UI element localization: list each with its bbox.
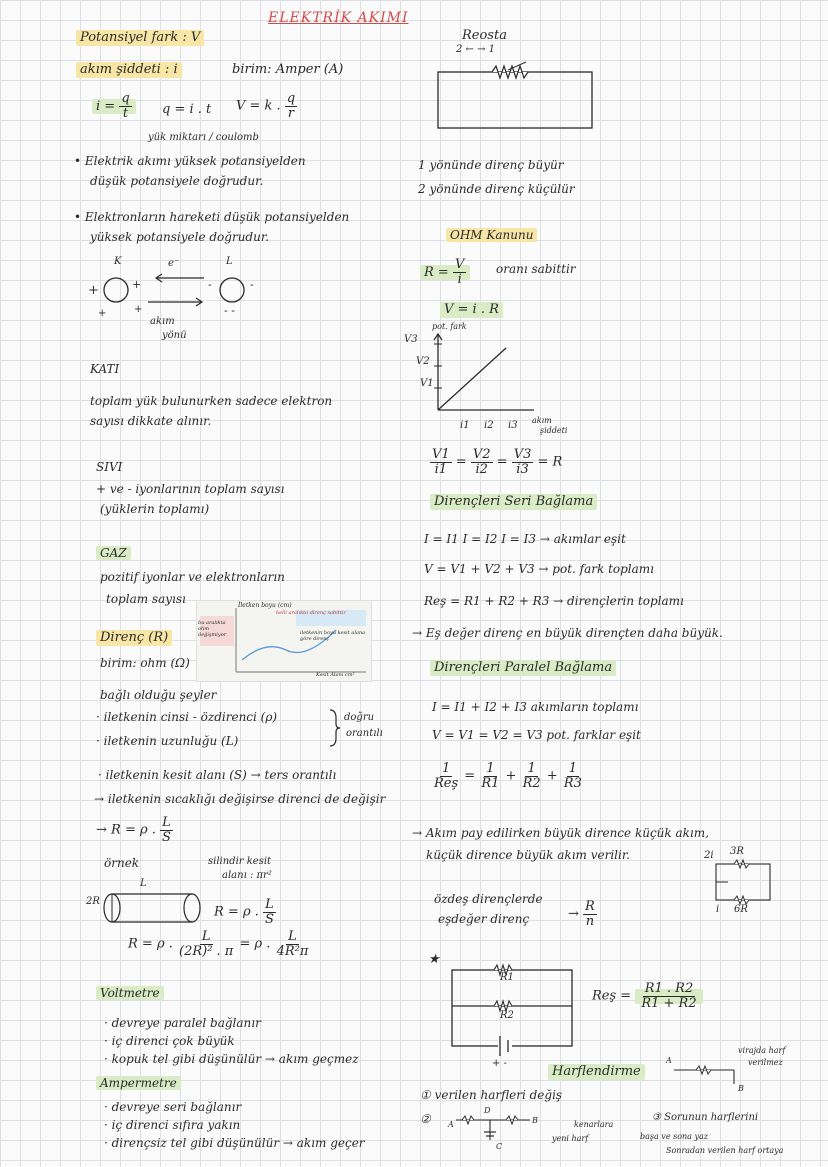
volt-3: · kopuk tel gibi düşünülür → akım geçmez: [104, 1052, 359, 1066]
paralel-formula: $\frac{1}{\text{Reş}}$ = $\frac{1}{R1}$ + $\frac{1}{R2}$ + $\frac{1}{R3}$: [434, 761, 582, 791]
formula-q-it: q = i . t: [162, 102, 212, 117]
harf-1: ① verilen harfleri değiş: [420, 1088, 563, 1102]
pot-fark-line: Potansiyel fark : V: [76, 30, 204, 46]
mini-6r: 6R: [734, 904, 748, 915]
ratio-formula: $\frac{V1}{i1}$ = $\frac{V2}{i2}$ = $\frac{V3}{i3}$ = R: [432, 447, 563, 477]
ohm-formula: R = $\frac{V}{i}$: [420, 258, 470, 286]
harf-2-a: A: [448, 1120, 454, 1129]
amp-1: · devreye seri bağlanır: [104, 1100, 242, 1114]
harf-3-3: Sonradan verilen harf ortaya: [666, 1146, 784, 1155]
graph-xlabel-2: şiddeti: [540, 426, 568, 435]
harf-2-note-1: kenarlara: [574, 1120, 614, 1129]
cylinder-icon: [100, 890, 210, 926]
graph-i3-label: i3: [508, 420, 518, 431]
charge-diagram: [84, 266, 274, 326]
inset-note-2: belli aralıkta direnç sabittir: [276, 610, 346, 616]
seri-1: I = I1 I = I2 I = I3 → akımlar eşit: [424, 532, 626, 546]
seri-4: → Eş değer direnç en büyük dirençten daha büyük.: [412, 626, 723, 640]
graph-v2-label: V2: [416, 356, 430, 367]
paralel-1: I = I1 + I2 + I3 akımların toplamı: [432, 700, 639, 714]
svg-text:+: +: [132, 278, 142, 291]
graph-v1-label: V1: [420, 378, 434, 389]
ornek-formula-2: R = ρ . $\frac{L}{\text{(2R)² . π}}$ = ρ . $\frac{L}{\text{4R²π}}$: [128, 929, 309, 959]
seri-2: V = V1 + V2 + V3 → pot. fark toplamı: [424, 562, 655, 576]
svg-text:+: +: [88, 283, 99, 298]
volt-2: · iç direnci çok büyük: [104, 1034, 235, 1048]
inset-note-3: iletkenin boyu kesit alana göre direnç: [300, 630, 366, 642]
harf-2-marker: ②: [420, 1112, 431, 1126]
l-label: L: [226, 256, 233, 267]
reosta-direction: 2 ← → 1: [456, 44, 496, 55]
kati-line-2: sayısı dikkate alınır.: [90, 414, 212, 428]
seri-3: Reş = R1 + R2 + R3 → dirençlerin toplamı: [424, 594, 684, 608]
amp-3: · dirençsiz tel gibi düşünülür → akım geçer: [104, 1136, 365, 1150]
bagli-title: bağlı olduğu şeyler: [100, 688, 217, 702]
harf-3-2: başa ve sona yaz: [640, 1132, 708, 1141]
amp-2: · iç direnci sıfıra yakın: [104, 1118, 241, 1132]
graph-v3-label: V3: [404, 334, 418, 345]
bagli-2: · iletkenin uzunluğu (L): [96, 734, 239, 748]
inset-top-label: İletken boyu (cm): [238, 602, 292, 609]
ohm-title: OHM Kanunu: [446, 228, 537, 242]
par-r1-label: R1: [500, 972, 514, 983]
akim-yonu-label-1: akım: [150, 316, 175, 327]
harf-2-c: C: [496, 1142, 503, 1151]
paralel-title: Dirençleri Paralel Bağlama: [430, 660, 616, 676]
bullet-akim-yonu-1: • Elektrik akımı yüksek potansiyelden: [74, 154, 306, 168]
graph-i1-label: i1: [460, 420, 470, 431]
ohm-note: oranı sabittir: [496, 262, 576, 276]
svg-text:+: +: [98, 308, 107, 319]
reş-product-formula: Reş = $\frac{R1 . R2}{R1 + R2}$: [592, 982, 703, 1010]
harf-title: Harflendirme: [548, 1064, 645, 1080]
ornek-label: örnek: [104, 856, 140, 870]
yuk-note: yük miktarı / coulomb: [148, 132, 259, 143]
svg-text:+: +: [134, 304, 143, 315]
mini-3r: 3R: [730, 846, 744, 857]
direnc-birim: birim: ohm (Ω): [100, 656, 190, 670]
sivi-line-1: + ve - iyonlarının toplam sayısı: [96, 482, 285, 496]
brace-icon: [328, 708, 342, 748]
akim-siddeti-line: akım şiddeti : i: [76, 62, 182, 78]
akim-pay-2: küçük dirence büyük akım verilir.: [426, 848, 631, 862]
graph-ylabel: pot. fark: [432, 322, 467, 331]
rheostat-resistor: [492, 66, 528, 78]
harf-3-1: ③ Sorunun harflerini: [652, 1112, 759, 1123]
orantili-label: orantılı: [346, 728, 383, 739]
bullet-elektron-1: • Elektronların hareketi düşük potansiyelden: [74, 210, 350, 224]
graph-i2-label: i2: [484, 420, 494, 431]
battery-sign: + -: [492, 1058, 507, 1069]
bullet-elektron-2: yüksek potansiyele doğrudur.: [90, 230, 270, 244]
ohm-v-ir: V = i . R: [440, 302, 503, 318]
par-r2-label: R2: [500, 1010, 514, 1021]
cyl-l-label: L: [140, 878, 147, 889]
voltmetre-title: Voltmetre: [96, 986, 164, 1000]
silindir-1: silindir kesit: [208, 856, 272, 867]
k-label: K: [114, 256, 122, 267]
gaz-line-1: pozitif iyonlar ve elektronların: [100, 570, 285, 584]
sphere-l: [220, 278, 244, 302]
kati-title: KATI: [90, 362, 120, 376]
svg-text:- -: - -: [224, 304, 235, 317]
ampermetre-title: Ampermetre: [96, 1076, 181, 1090]
gaz-line-2: toplam sayısı: [106, 592, 186, 606]
sivi-line-2: (yüklerin toplamı): [100, 502, 210, 516]
harf-b-label: B: [738, 1084, 744, 1093]
inset-note-1: bu aralıkta ohm değişmiyor: [198, 620, 227, 638]
lettering-circuit: [454, 1112, 534, 1144]
kati-line-1: toplam yük bulunurken sadece elektron: [90, 394, 333, 408]
dogru-label: doğru: [344, 712, 375, 723]
page-title: ELEKTRİK AKIMI: [268, 10, 409, 26]
ornek-formula-1: R = ρ . $\frac{L}{S}$: [214, 897, 274, 927]
vi-graph: [430, 330, 540, 420]
reosta-circuit: [436, 60, 596, 132]
cyl-2r-label: 2R: [86, 896, 100, 907]
ozdes-formula: → $\frac{R}{n}$: [568, 899, 595, 929]
reosta-2: 2 yönünde direnç küçülür: [418, 182, 575, 196]
star-icon: ★: [428, 952, 440, 967]
svg-text:-: -: [208, 278, 212, 291]
electron-label: e⁻: [168, 258, 180, 269]
inset-axis-label: Kesit Alanı cm²: [316, 672, 355, 678]
birim-amper: birim: Amper (A): [232, 62, 344, 77]
viraj-2: verilmez: [748, 1058, 783, 1067]
sivi-title: SIVI: [96, 460, 123, 474]
r-formula: → R = ρ . $\frac{L}{S}$: [96, 815, 171, 845]
mini-2i: 2i: [704, 850, 714, 861]
formula-v-kqr: V = k . $\frac{q}{r}$: [236, 91, 296, 121]
harf-2-d: D: [484, 1106, 491, 1115]
seri-title: Dirençleri Seri Bağlama: [430, 494, 597, 510]
paralel-2: V = V1 = V2 = V3 pot. farklar eşit: [432, 728, 641, 742]
bagli-3: · iletkenin kesit alanı (S) → ters orantılı: [98, 768, 337, 782]
bagli-4: → iletkenin sıcaklığı değişirse direnci de değişir: [94, 792, 386, 806]
bullet-akim-yonu-2: düşük potansiyele doğrudur.: [90, 174, 264, 188]
ozdes-2: eşdeğer direnç: [438, 912, 530, 926]
volt-1: · devreye paralel bağlanır: [104, 1016, 261, 1030]
reosta-title: Reosta: [462, 28, 507, 43]
sphere-k: [104, 278, 128, 302]
svg-text:-: -: [250, 278, 254, 291]
akim-pay-1: → Akım pay edilirken büyük dirence küçük akım,: [412, 826, 709, 840]
formula-i-qt: i = $\frac{q}{t}$: [92, 92, 136, 120]
gaz-title: GAZ: [96, 546, 131, 560]
bagli-1: · iletkenin cinsi - özdirenci (ρ): [96, 710, 278, 724]
silindir-2: alanı : πr²: [222, 870, 272, 881]
reosta-1: 1 yönünde direnç büyür: [418, 158, 564, 172]
mini-i: i: [716, 904, 720, 915]
ozdes-1: özdeş dirençlerde: [434, 892, 543, 906]
harf-a-label: A: [666, 1056, 672, 1065]
harf-2-note-2: yeni harf: [552, 1134, 589, 1143]
akim-yonu-label-2: yönü: [162, 330, 187, 341]
corner-wire: [672, 1062, 742, 1086]
viraj-1: virajda harf: [738, 1046, 786, 1055]
graph-line: [438, 348, 506, 410]
mini-parallel-circuit: [714, 860, 774, 904]
graph-xlabel-1: akım: [532, 416, 552, 425]
direnc-title: Direnç (R): [96, 630, 172, 646]
harf-2-b: B: [532, 1116, 538, 1125]
